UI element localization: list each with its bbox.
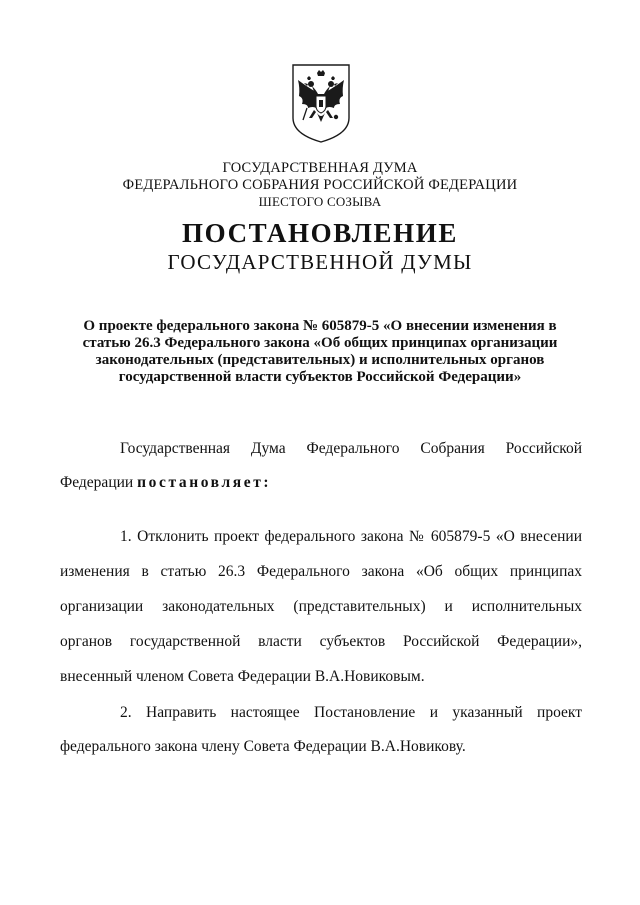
header-issuer-line: ГОСУДАРСТВЕННАЯ ДУМА <box>222 160 418 176</box>
subject-line: О проекте федерального закона № 605879-5 «О внесении изменения в <box>83 318 557 334</box>
paragraph-1-line: 1. Отклонить проект федерального закона № 605879-5 «О внесении <box>120 528 582 545</box>
subject-line: статью 26.3 Федерального закона «Об общих принципах организации <box>82 335 558 351</box>
document-subject <box>60 318 580 386</box>
paragraph-1-line: организации законодательных (представительных) и исполнительных <box>60 598 582 615</box>
preamble-line: Государственная Дума Федерального Собрания Российской <box>120 440 582 457</box>
header-assembly-line: ФЕДЕРАЛЬНОГО СОБРАНИЯ РОССИЙСКОЙ ФЕДЕРАЦИИ <box>122 177 518 193</box>
subject-line: государственной власти субъектов Российской Федерации» <box>118 369 522 385</box>
preamble-prefix: Федерации <box>60 474 138 491</box>
double-headed-eagle-icon <box>290 62 352 144</box>
preamble-line <box>60 474 271 492</box>
document-issuer-subtitle: ГОСУДАРСТВЕННОЙ ДУМЫ <box>167 250 473 274</box>
preamble-resolves: постановляет: <box>137 474 272 491</box>
coat-of-arms-emblem <box>290 62 352 144</box>
subject-line: законодательных (представительных) и исполнительных органов <box>95 352 545 368</box>
paragraph-1-line: органов государственной власти субъектов Российской Федерации», <box>60 633 582 650</box>
paragraph-1-line: изменения в статью 26.3 Федерального закона «Об общих принципах <box>60 563 582 580</box>
paragraph-2-line: 2. Направить настоящее Постановление и указанный проект <box>120 704 582 721</box>
header-convocation-line: ШЕСТОГО СОЗЫВА <box>258 194 382 209</box>
document-type-title: ПОСТАНОВЛЕНИЕ <box>182 218 458 248</box>
paragraph-1-line: внесенный членом Совета Федерации В.А.Новиковым. <box>60 668 425 685</box>
paragraph-2-line: федерального закона члену Совета Федерации В.А.Новикову. <box>60 738 466 755</box>
